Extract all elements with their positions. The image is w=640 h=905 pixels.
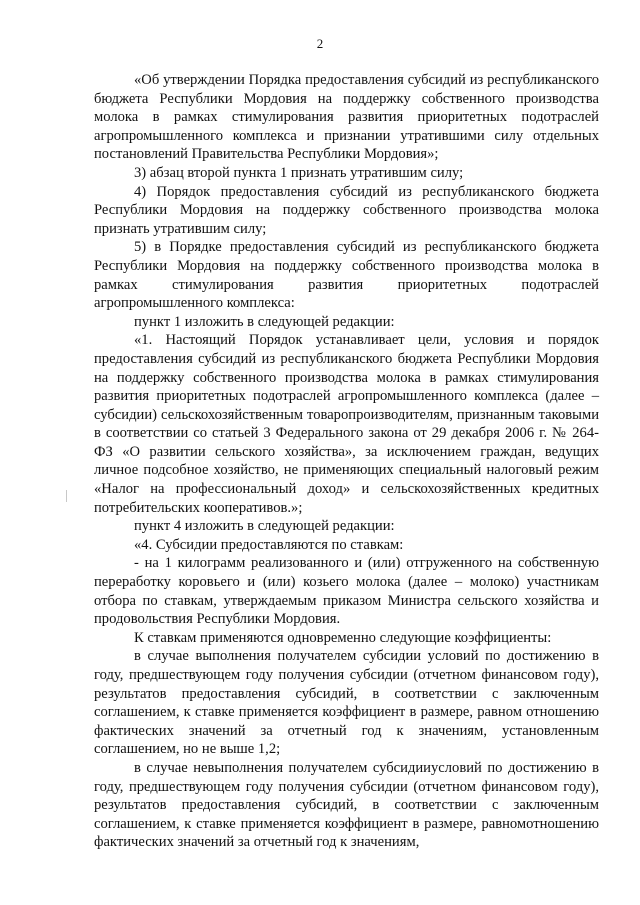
paragraph-coefficients-intro: К ставкам применяются одновременно следующие коэффициенты:	[134, 629, 552, 646]
paragraph-item-3: 3) абзац второй пункта 1 признать утратившим силу;	[134, 164, 464, 181]
paragraph-point-4-text: «4. Субсидии предоставляются по ставкам:	[134, 536, 404, 553]
paragraph-coefficient-fulfilled: в случае выполнения получателем субсидии условий по достижению в году, предшествующем году получения субсидии (отчетном финансовом году), результатов предоставления субсидий, в соответствии с заключенным соглашением, к ставке применяется коэффициент в размере, равном отношению фактических значений за отчетный год к значениям, установленным соглашением, но не выше 1,2;	[94, 648, 599, 758]
scan-mark	[66, 490, 67, 502]
paragraph-item-5: 5) в Порядке предоставления субсидий из республиканского бюджета Республики Мордовия на поддержку собственного производства молока в рамках стимулирования развития приоритетных подотраслей агропромышленного комплекса:	[94, 239, 599, 312]
paragraph-point-1-text: «1. Настоящий Порядок устанавливает цели, условия и порядок предоставления субсидий из республиканского бюджета Республики Мордовия на поддержку собственного производства молока в рамках стимулирования развития приоритетных подотраслей агропромышленного комплекса (далее – субсидии) сельскохозяйственным товаропроизводителям, признанным таковыми в соответствии со статьей 3 Федерального закона от 29 декабря 2006 г. № 264-ФЗ «О развитии сельского хозяйства», за исключением граждан, ведущих личное подсобное хозяйство, не применяющих специальный налоговый режим «Налог на профессиональный доход» и сельскохозяйственных кредитных потребительских кооперативов.»;	[94, 332, 599, 516]
paragraph-rate-item: - на 1 килограмм реализованного и (или) отгруженного на собственную переработку коровьего и (или) козьего молока (далее – молоко) участникам отбора по ставкам, утверждаемым приказом Министра сельского хозяйства и продовольствия Республики Мордовия.	[94, 555, 599, 628]
page-number: 2	[316, 36, 324, 51]
paragraph-point-4-intro: пункт 4 изложить в следующей редакции:	[134, 518, 395, 535]
paragraph-coefficient-unfulfilled: в случае невыполнения получателем субсидииусловий по достижению в году, предшествующем году получения субсидии (отчетном финансовом году), результатов предоставления субсидий, в соответствии с заключенным соглашением, к ставке применяется коэффициент в размере, равномотношению фактических значений за отчетный год к значениям,	[94, 759, 599, 851]
document-body	[94, 71, 599, 852]
paragraph-point-1-intro: пункт 1 изложить в следующей редакции:	[134, 313, 395, 330]
paragraph-resolution-title: «Об утверждении Порядка предоставления субсидий из республиканского бюджета Республики Мордовия на поддержку собственного производства молока в рамках стимулирования развития приоритетных подотраслей агропромышленного комплекса и признании утратившими силу отдельных постановлений Правительства Республики Мордовия»;	[94, 72, 599, 163]
paragraph-item-4: 4) Порядок предоставления субсидий из республиканского бюджета Республики Мордовия на поддержку собственного производства молока признать утратившим силу;	[94, 183, 599, 237]
